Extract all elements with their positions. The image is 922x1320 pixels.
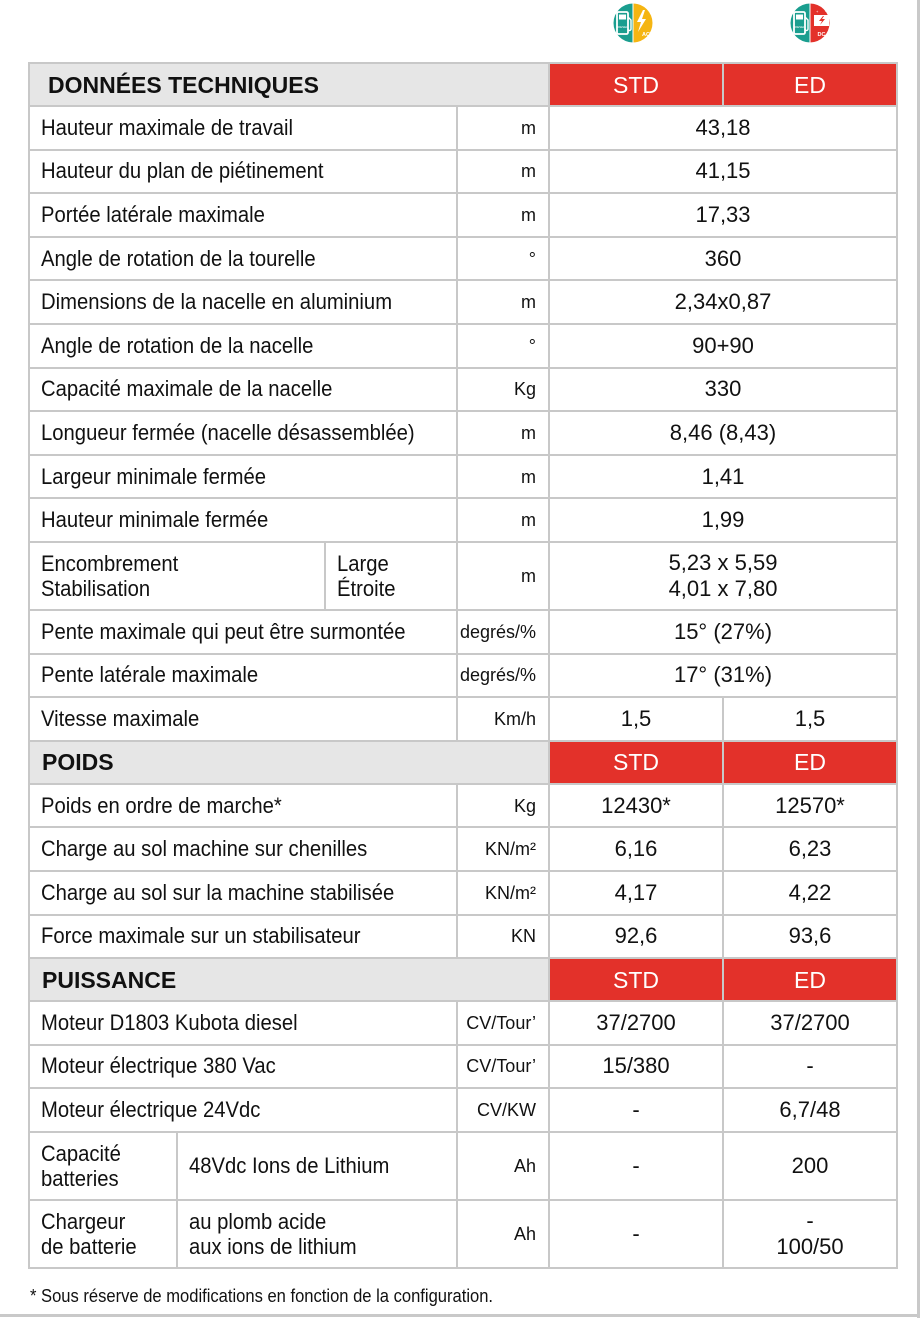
row-label: Pente latérale maximale — [41, 662, 259, 688]
row-unit: m — [457, 411, 549, 455]
svg-text:DIESEL: DIESEL — [794, 25, 805, 29]
row-value: 15° (27%) — [549, 610, 897, 654]
row-sublabel-line2: Étroite — [337, 575, 396, 601]
row-value-ed: 200 — [723, 1132, 897, 1200]
table-row — [29, 368, 897, 412]
row-label: Hauteur du plan de piétinement — [41, 158, 324, 184]
diesel-ac-icon — [602, 3, 664, 43]
row-unit: Km/h — [457, 697, 549, 741]
row-unit: CV/Tour’ — [457, 1045, 549, 1089]
row-value-ed: 4,22 — [723, 871, 897, 915]
table-row — [29, 498, 897, 542]
row-unit: m — [457, 150, 549, 194]
row-label: Poids en ordre de marche* — [41, 792, 282, 818]
row-unit: CV/Tour’ — [457, 1001, 549, 1045]
row-value-ed: 6,23 — [723, 827, 897, 871]
row-value-std: 4,17 — [549, 871, 723, 915]
row-value: 90+90 — [549, 324, 897, 368]
row-unit: KN/m² — [457, 827, 549, 871]
row-sublabel — [326, 551, 446, 601]
row-value-ed: 93,6 — [723, 915, 897, 959]
row-value-std: 37/2700 — [549, 1001, 723, 1045]
row-sublabel — [178, 1209, 434, 1259]
row-label-line1: Encombrement — [41, 550, 179, 576]
table-row — [29, 1045, 897, 1089]
row-unit: Ah — [457, 1200, 549, 1268]
row-unit: m — [457, 542, 549, 610]
section-header-poids — [29, 741, 897, 784]
table-row — [29, 1001, 897, 1045]
row-unit: m — [457, 455, 549, 499]
row-value: 41,15 — [549, 150, 897, 194]
row-value: 8,46 (8,43) — [549, 411, 897, 455]
spec-table — [28, 62, 898, 1269]
row-value: 1,99 — [549, 498, 897, 542]
row-value-std: - — [549, 1200, 723, 1268]
row-value-std: 1,5 — [549, 697, 723, 741]
column-header-ed: ED — [723, 958, 897, 1001]
table-row — [29, 915, 897, 959]
row-value-std: 15/380 — [549, 1045, 723, 1089]
table-row — [29, 280, 897, 324]
row-value-std: 12430* — [549, 784, 723, 828]
row-label: Hauteur minimale fermée — [41, 507, 269, 533]
row-label-line1: Chargeur — [41, 1208, 126, 1234]
row-label: Pente maximale qui peut être surmontée — [41, 618, 406, 644]
row-value-ed: 12570* — [723, 784, 897, 828]
row-value: 1,41 — [549, 455, 897, 499]
table-row — [29, 455, 897, 499]
table-row — [29, 237, 897, 281]
row-unit: KN — [457, 915, 549, 959]
row-unit: ° — [457, 237, 549, 281]
row-label: Vitesse maximale — [41, 705, 200, 731]
frame-border-bottom — [0, 1314, 920, 1317]
frame-border-right — [917, 0, 920, 1318]
row-unit: ° — [457, 324, 549, 368]
row-label — [30, 1209, 164, 1259]
row-label — [30, 1141, 164, 1191]
row-label: Moteur électrique 24Vdc — [41, 1097, 261, 1123]
table-row — [29, 654, 897, 698]
row-label — [30, 551, 300, 601]
row-label: Moteur électrique 380 Vac — [41, 1053, 276, 1079]
table-row — [29, 150, 897, 194]
row-value: 330 — [549, 368, 897, 412]
table-row — [29, 697, 897, 741]
row-value-ed: 37/2700 — [723, 1001, 897, 1045]
column-header-std: STD — [549, 958, 723, 1001]
row-label: Charge au sol sur la machine stabilisée — [41, 879, 395, 905]
row-label: Moteur D1803 Kubota diesel — [41, 1009, 298, 1035]
svg-text:−: − — [825, 9, 828, 14]
table-row — [29, 106, 897, 150]
row-label: Capacité maximale de la nacelle — [41, 376, 333, 402]
row-value-line1: - — [806, 1207, 814, 1233]
row-unit: degrés/% — [457, 654, 549, 698]
footnote: * Sous réserve de modifications en fonction de la configuration. — [30, 1286, 494, 1306]
svg-text:+: + — [816, 9, 819, 14]
row-sublabel-line1: au plomb acide — [189, 1208, 327, 1234]
row-label: Longueur fermée (nacelle désassemblée) — [41, 419, 415, 445]
row-value-line2: 4,01 x 7,80 — [668, 575, 778, 601]
row-sublabel-line2: aux ions de lithium — [189, 1233, 357, 1259]
table-row — [29, 411, 897, 455]
row-unit: m — [457, 280, 549, 324]
row-value-std: - — [549, 1132, 723, 1200]
row-value: 17° (31%) — [549, 654, 897, 698]
row-value-line2: 100/50 — [776, 1233, 844, 1259]
row-value — [549, 542, 897, 610]
row-value-line1: 5,23 x 5,59 — [668, 549, 778, 575]
row-label: Largeur minimale fermée — [41, 463, 267, 489]
row-value-std: - — [549, 1088, 723, 1132]
row-value-std: 6,16 — [549, 827, 723, 871]
row-unit: KN/m² — [457, 871, 549, 915]
table-row — [29, 324, 897, 368]
row-label: Dimensions de la nacelle en aluminium — [41, 289, 393, 315]
section-title: POIDS — [29, 741, 549, 784]
table-row — [29, 827, 897, 871]
row-unit: Ah — [457, 1132, 549, 1200]
column-header-std: STD — [549, 63, 723, 106]
table-row — [29, 1088, 897, 1132]
diesel-dc-icon — [779, 3, 841, 43]
table-row — [29, 784, 897, 828]
row-unit: m — [457, 193, 549, 237]
row-label-line2: de batterie — [41, 1233, 137, 1259]
dc-badge: DC — [817, 32, 826, 38]
row-value: 17,33 — [549, 193, 897, 237]
row-value: 2,34x0,87 — [549, 280, 897, 324]
row-unit: m — [457, 498, 549, 542]
row-value-ed: 6,7/48 — [723, 1088, 897, 1132]
table-row — [29, 871, 897, 915]
row-unit: degrés/% — [457, 610, 549, 654]
table-row — [29, 193, 897, 237]
row-label: Portée latérale maximale — [41, 201, 265, 227]
section-title: PUISSANCE — [29, 958, 549, 1001]
row-unit: Kg — [457, 784, 549, 828]
table-row — [29, 1132, 897, 1200]
row-value: 360 — [549, 237, 897, 281]
section-header-tech — [29, 63, 897, 106]
column-header-std: STD — [549, 741, 723, 784]
row-label: Force maximale sur un stabilisateur — [41, 923, 361, 949]
row-label: Angle de rotation de la nacelle — [41, 332, 314, 358]
table-row — [29, 542, 897, 610]
row-unit: m — [457, 106, 549, 150]
row-label-line2: batteries — [41, 1165, 119, 1191]
section-header-puissance — [29, 958, 897, 1001]
row-label: Hauteur maximale de travail — [41, 114, 294, 140]
row-label: Angle de rotation de la tourelle — [41, 245, 316, 271]
column-header-ed: ED — [723, 63, 897, 106]
row-sublabel-line1: Large — [337, 550, 389, 576]
section-title: DONNÉES TECHNIQUES — [29, 63, 549, 106]
row-value: 43,18 — [549, 106, 897, 150]
row-value-ed — [723, 1200, 897, 1268]
row-value-std: 92,6 — [549, 915, 723, 959]
row-value-ed: 1,5 — [723, 697, 897, 741]
row-unit: Kg — [457, 368, 549, 412]
svg-text:DIESEL: DIESEL — [617, 25, 628, 29]
row-label-line1: Capacité — [41, 1140, 121, 1166]
row-label: Charge au sol machine sur chenilles — [41, 836, 368, 862]
column-header-ed: ED — [723, 741, 897, 784]
row-label-line2: Stabilisation — [41, 575, 151, 601]
row-value-ed: - — [723, 1045, 897, 1089]
table-row — [29, 610, 897, 654]
row-unit: CV/KW — [457, 1088, 549, 1132]
ac-badge: AC — [642, 32, 650, 38]
table-row — [29, 1200, 897, 1268]
row-sublabel: 48Vdc Ions de Lithium — [189, 1152, 390, 1178]
